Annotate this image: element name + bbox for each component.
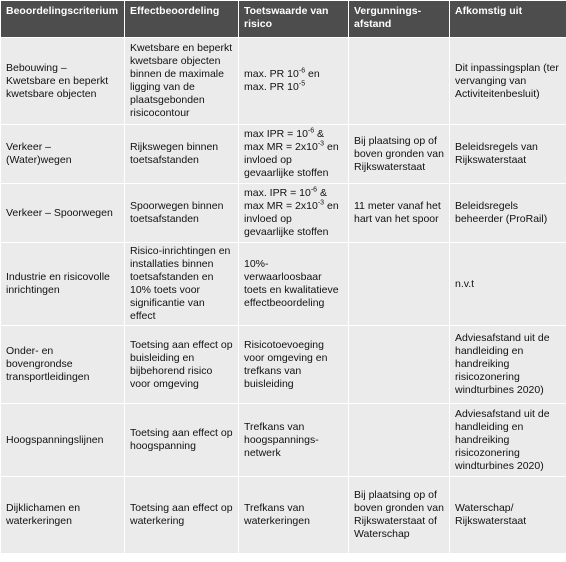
table-row <box>1 38 566 125</box>
table-row <box>1 326 566 404</box>
cell-criterium: Verkeer – Spoorwegen <box>1 184 125 243</box>
header-afkomstig-uit: Afkomstig uit <box>450 1 566 38</box>
table-header-row <box>1 1 566 38</box>
cell-effectbeoordeling: Rijkswegen binnen toetsafstanden <box>125 125 239 184</box>
header-vergunningsafstand: Vergunnings-afstand <box>349 1 450 38</box>
cell-vergunningsafstand <box>349 243 450 326</box>
cell-effectbeoordeling: Risico-inrichtingen en installaties binnen toetsafstanden en 10% toets voor significantie van effect <box>125 243 239 326</box>
cell-criterium: Industrie en risicovolle inrichtingen <box>1 243 125 326</box>
cell-criterium: Bebouwing – Kwetsbare en beperkt kwetsbare objecten <box>1 38 125 125</box>
table-body <box>1 38 566 554</box>
cell-toetswaarde: max IPR = $10^{-6}$ & max MR = $2x10^{-3}$ en invloed op gevaarlijke stoffen <box>239 125 349 184</box>
cell-afkomstig-uit: Beleidsregels van Rijkswaterstaat <box>450 125 566 184</box>
cell-effectbeoordeling: Spoorwegen binnen toetsafstanden <box>125 184 239 243</box>
cell-toetswaarde: max. PR $10^{-6}$ en max. PR $10^{-5}$ <box>239 38 349 125</box>
cell-afkomstig-uit: Dit inpassingsplan (ter vervanging van Activiteitenbesluit) <box>450 38 566 125</box>
cell-criterium: Hoogspanningslijnen <box>1 404 125 477</box>
cell-vergunningsafstand <box>349 326 450 404</box>
cell-vergunningsafstand: Bij plaatsing op of boven gronden van Rijkswaterstaat of Waterschap <box>349 477 450 554</box>
cell-toetswaarde: Trefkans van hoogspannings-netwerk <box>239 404 349 477</box>
cell-effectbeoordeling: Kwetsbare en beperkt kwetsbare objecten binnen de maximale ligging van de plaatsgebonden risicocontour <box>125 38 239 125</box>
cell-criterium: Verkeer – (Water)wegen <box>1 125 125 184</box>
table-row <box>1 243 566 326</box>
cell-criterium: Dijklichamen en waterkeringen <box>1 477 125 554</box>
cell-toetswaarde: Risicotoevoeging voor omgeving en trefkans van buisleiding <box>239 326 349 404</box>
cell-afkomstig-uit: n.v.t <box>450 243 566 326</box>
cell-vergunningsafstand <box>349 404 450 477</box>
header-beoordelingscriterium: Beoordelingscriterium <box>1 1 125 38</box>
cell-criterium: Onder- en bovengrondse transportleidingen <box>1 326 125 404</box>
header-effectbeoordeling: Effectbeoordeling <box>125 1 239 38</box>
cell-afkomstig-uit: Adviesafstand uit de handleiding en handreiking risicozonering windturbines 2020) <box>450 404 566 477</box>
cell-vergunningsafstand: Bij plaatsing op of boven gronden van Rijkswaterstaat <box>349 125 450 184</box>
cell-afkomstig-uit: Adviesafstand uit de handleiding en handreiking risicozonering windturbines 2020) <box>450 326 566 404</box>
header-toetswaarde: Toetswaarde van risico <box>239 1 349 38</box>
cell-vergunningsafstand <box>349 38 450 125</box>
cell-effectbeoordeling: Toetsing aan effect op hoogspanning <box>125 404 239 477</box>
table-row <box>1 125 566 184</box>
cell-afkomstig-uit: Beleidsregels beheerder (ProRail) <box>450 184 566 243</box>
cell-vergunningsafstand: 11 meter vanaf het hart van het spoor <box>349 184 450 243</box>
cell-toetswaarde: max. IPR = $10^{-6}$ & max MR = $2x10^{-3}$ en invloed op gevaarlijke stoffen <box>239 184 349 243</box>
table-row <box>1 477 566 554</box>
cell-afkomstig-uit: Waterschap/ Rijkswaterstaat <box>450 477 566 554</box>
cell-toetswaarde: Trefkans van waterkeringen <box>239 477 349 554</box>
cell-effectbeoordeling: Toetsing aan effect op buisleiding en bijbehorend risico voor omgeving <box>125 326 239 404</box>
table-row <box>1 184 566 243</box>
table-row <box>1 404 566 477</box>
cell-effectbeoordeling: Toetsing aan effect op waterkering <box>125 477 239 554</box>
cell-toetswaarde: 10%-verwaarloosbaar toets en kwalitatieve effectbeoordeling <box>239 243 349 326</box>
